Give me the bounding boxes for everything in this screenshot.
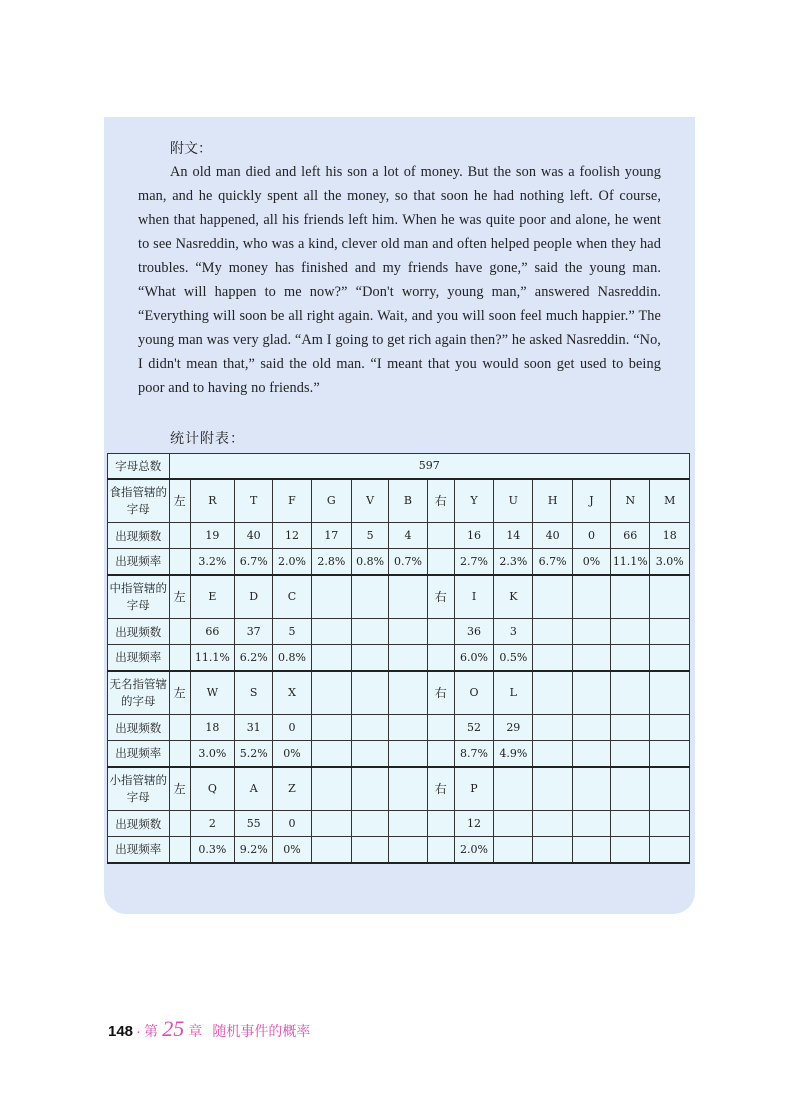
letter-cell: X <box>273 671 311 715</box>
freq-cell <box>533 619 572 645</box>
freq-cell <box>572 811 610 837</box>
page-footer <box>108 1016 310 1042</box>
rate-cell: 6.2% <box>235 645 273 671</box>
rate-cell: 0% <box>273 837 311 863</box>
freq-cell <box>389 619 427 645</box>
section-label: 无名指管辖的字母 <box>108 671 170 715</box>
rate-cell: 0% <box>572 549 610 575</box>
letter-cell: D <box>235 575 273 619</box>
freq-cell <box>351 811 388 837</box>
rate-cell <box>533 837 572 863</box>
letter-cell: R <box>190 479 234 523</box>
empty-cell <box>427 715 454 741</box>
rate-row <box>108 645 690 671</box>
rate-cell: 6.0% <box>454 645 493 671</box>
letter-cell: A <box>235 767 273 811</box>
freq-cell <box>311 715 351 741</box>
letter-cell <box>389 575 427 619</box>
freq-cell: 2 <box>190 811 234 837</box>
letter-cell <box>311 671 351 715</box>
letter-cell <box>572 671 610 715</box>
letter-cell: F <box>273 479 311 523</box>
freq-cell: 12 <box>454 811 493 837</box>
rate-label: 出现频率 <box>108 645 170 671</box>
empty-cell <box>169 837 190 863</box>
rate-label: 出现频率 <box>108 741 170 767</box>
rate-cell <box>389 741 427 767</box>
freq-cell: 37 <box>235 619 273 645</box>
rate-cell: 0.3% <box>190 837 234 863</box>
freq-cell <box>311 619 351 645</box>
letter-cell <box>533 575 572 619</box>
rate-cell: 11.1% <box>611 549 650 575</box>
frequency-row <box>108 619 690 645</box>
rate-cell: 0.8% <box>351 549 388 575</box>
chapter-number: 25 <box>162 1016 185 1041</box>
letter-cell <box>533 671 572 715</box>
freq-cell <box>311 811 351 837</box>
freq-cell: 40 <box>533 523 572 549</box>
rate-cell: 4.9% <box>494 741 533 767</box>
freq-cell <box>351 619 388 645</box>
right-hand-label: 右 <box>427 575 454 619</box>
rate-cell: 2.3% <box>494 549 533 575</box>
rate-label: 出现频率 <box>108 837 170 863</box>
letter-cell: Q <box>190 767 234 811</box>
letter-cell: J <box>572 479 610 523</box>
section-label: 小指管辖的字母 <box>108 767 170 811</box>
rate-row <box>108 741 690 767</box>
rate-cell: 2.0% <box>454 837 493 863</box>
letter-cell <box>611 575 650 619</box>
letter-cell: H <box>533 479 572 523</box>
appendix-paragraph: An old man died and left his son a lot of money. But the son was a foolish young man, and he quickly spent all the money, so that soon he had nothing left. Of course, when that happened, all his friends left him. When he was quite poor and alone, he went to see Nasreddin, who was a kind, clever old man and often helped people when they had troubles. “My money has finished and my friends have gone,” said the young man. “What will happen to me now?” “Don't worry, young man,” answered Nasreddin. “Everything will soon be all right again. Wait, and you will soon feel much happier.” The young man was very glad. “Am I going to get rich again then?” he asked Nasreddin. “No, I didn't mean that,” said the old man. “I meant that you would soon get used to being poor and to having no friends.” <box>138 164 661 396</box>
freq-cell: 19 <box>190 523 234 549</box>
letter-cell: M <box>650 479 690 523</box>
freq-cell <box>389 811 427 837</box>
freq-cell <box>650 619 690 645</box>
empty-cell <box>169 645 190 671</box>
letter-cell <box>351 575 388 619</box>
rate-cell <box>351 837 388 863</box>
total-value: 597 <box>169 454 690 479</box>
letter-cell <box>494 767 533 811</box>
freq-cell: 5 <box>351 523 388 549</box>
letter-cell: U <box>494 479 533 523</box>
rate-cell <box>533 645 572 671</box>
freq-cell: 66 <box>190 619 234 645</box>
rate-cell <box>611 645 650 671</box>
freq-label: 出现频数 <box>108 619 170 645</box>
rate-row <box>108 549 690 575</box>
rate-label: 出现频率 <box>108 549 170 575</box>
letter-cell: Z <box>273 767 311 811</box>
rate-cell: 3.0% <box>650 549 690 575</box>
freq-cell <box>351 715 388 741</box>
chapter-prefix: 第 <box>144 1024 159 1040</box>
freq-cell: 36 <box>454 619 493 645</box>
freq-label: 出现频数 <box>108 811 170 837</box>
letter-cell: B <box>389 479 427 523</box>
section-letters-row <box>108 479 690 523</box>
letter-cell <box>351 671 388 715</box>
letter-cell: W <box>190 671 234 715</box>
empty-cell <box>427 645 454 671</box>
chapter-suffix: 章 <box>188 1024 203 1040</box>
letter-cell <box>650 671 690 715</box>
freq-cell: 31 <box>235 715 273 741</box>
empty-cell <box>427 549 454 575</box>
freq-cell: 66 <box>611 523 650 549</box>
freq-cell: 12 <box>273 523 311 549</box>
letter-cell <box>389 767 427 811</box>
section-letters-row <box>108 767 690 811</box>
rate-cell <box>572 645 610 671</box>
right-hand-label: 右 <box>427 671 454 715</box>
letter-cell <box>311 575 351 619</box>
freq-label: 出现频数 <box>108 715 170 741</box>
rate-cell <box>311 741 351 767</box>
freq-cell: 29 <box>494 715 533 741</box>
rate-cell <box>611 741 650 767</box>
letter-cell <box>611 767 650 811</box>
letter-cell: E <box>190 575 234 619</box>
rate-cell <box>311 645 351 671</box>
rate-cell: 6.7% <box>533 549 572 575</box>
empty-cell <box>427 837 454 863</box>
rate-cell <box>650 837 690 863</box>
freq-cell <box>611 715 650 741</box>
empty-cell <box>169 811 190 837</box>
freq-cell <box>611 619 650 645</box>
letter-cell: K <box>494 575 533 619</box>
freq-cell: 17 <box>311 523 351 549</box>
empty-cell <box>427 811 454 837</box>
left-hand-label: 左 <box>169 575 190 619</box>
letter-cell: S <box>235 671 273 715</box>
rate-cell: 9.2% <box>235 837 273 863</box>
rate-cell: 2.8% <box>311 549 351 575</box>
freq-cell: 3 <box>494 619 533 645</box>
letter-cell: O <box>454 671 493 715</box>
letter-cell: I <box>454 575 493 619</box>
footer-separator: · <box>136 1023 142 1040</box>
left-hand-label: 左 <box>169 671 190 715</box>
freq-cell: 52 <box>454 715 493 741</box>
letter-cell <box>389 671 427 715</box>
rate-cell <box>389 645 427 671</box>
section-letters-row <box>108 575 690 619</box>
freq-cell <box>533 715 572 741</box>
freq-label: 出现频数 <box>108 523 170 549</box>
frequency-row <box>108 715 690 741</box>
rate-cell: 0.8% <box>273 645 311 671</box>
rate-cell <box>611 837 650 863</box>
freq-cell: 14 <box>494 523 533 549</box>
empty-cell <box>427 523 454 549</box>
freq-cell <box>533 811 572 837</box>
freq-cell <box>650 811 690 837</box>
letter-cell <box>572 575 610 619</box>
rate-cell: 3.0% <box>190 741 234 767</box>
rate-cell <box>351 645 388 671</box>
empty-cell <box>169 715 190 741</box>
letter-frequency-table <box>107 453 690 864</box>
letter-cell <box>533 767 572 811</box>
appendix-heading: 附文： <box>170 141 212 157</box>
letter-cell <box>650 767 690 811</box>
rate-cell: 2.0% <box>273 549 311 575</box>
freq-cell: 4 <box>389 523 427 549</box>
chapter-title: 随机事件的概率 <box>212 1024 311 1040</box>
section-label: 食指管辖的字母 <box>108 479 170 523</box>
total-label: 字母总数 <box>108 454 170 479</box>
right-hand-label: 右 <box>427 479 454 523</box>
empty-cell <box>169 741 190 767</box>
rate-cell: 0.5% <box>494 645 533 671</box>
section-label: 中指管辖的字母 <box>108 575 170 619</box>
freq-cell: 18 <box>650 523 690 549</box>
empty-cell <box>427 741 454 767</box>
empty-cell <box>169 523 190 549</box>
letter-cell: L <box>494 671 533 715</box>
rate-cell <box>389 837 427 863</box>
letter-cell: N <box>611 479 650 523</box>
letter-cell: G <box>311 479 351 523</box>
freq-cell: 18 <box>190 715 234 741</box>
empty-cell <box>169 619 190 645</box>
letter-cell: T <box>235 479 273 523</box>
freq-cell <box>650 715 690 741</box>
frequency-row <box>108 811 690 837</box>
letter-cell: P <box>454 767 493 811</box>
left-hand-label: 左 <box>169 479 190 523</box>
rate-cell: 11.1% <box>190 645 234 671</box>
letter-cell <box>611 671 650 715</box>
rate-cell <box>533 741 572 767</box>
freq-cell: 40 <box>235 523 273 549</box>
rate-cell <box>494 837 533 863</box>
freq-cell: 0 <box>273 715 311 741</box>
rate-cell <box>311 837 351 863</box>
rate-cell: 2.7% <box>454 549 493 575</box>
total-row <box>108 454 690 479</box>
rate-cell <box>351 741 388 767</box>
freq-cell: 16 <box>454 523 493 549</box>
rate-cell: 0.7% <box>389 549 427 575</box>
rate-cell: 3.2% <box>190 549 234 575</box>
rate-cell: 6.7% <box>235 549 273 575</box>
section-letters-row <box>108 671 690 715</box>
empty-cell <box>169 549 190 575</box>
letter-cell <box>650 575 690 619</box>
freq-cell <box>572 715 610 741</box>
rate-cell: 5.2% <box>235 741 273 767</box>
freq-cell <box>494 811 533 837</box>
rate-cell: 0% <box>273 741 311 767</box>
rate-cell <box>650 645 690 671</box>
letter-cell <box>572 767 610 811</box>
letter-cell <box>311 767 351 811</box>
freq-cell: 0 <box>572 523 610 549</box>
empty-cell <box>427 619 454 645</box>
table-caption: 统计附表： <box>170 431 245 447</box>
freq-cell: 0 <box>273 811 311 837</box>
letter-cell: Y <box>454 479 493 523</box>
letter-cell: C <box>273 575 311 619</box>
rate-cell <box>650 741 690 767</box>
freq-cell <box>389 715 427 741</box>
rate-cell <box>572 741 610 767</box>
freq-cell: 5 <box>273 619 311 645</box>
frequency-row <box>108 523 690 549</box>
page-number: 148 <box>108 1023 134 1040</box>
freq-cell: 55 <box>235 811 273 837</box>
letter-cell: V <box>351 479 388 523</box>
freq-cell <box>611 811 650 837</box>
right-hand-label: 右 <box>427 767 454 811</box>
freq-cell <box>572 619 610 645</box>
rate-cell <box>572 837 610 863</box>
rate-cell: 8.7% <box>454 741 493 767</box>
left-hand-label: 左 <box>169 767 190 811</box>
letter-cell <box>351 767 388 811</box>
rate-row <box>108 837 690 863</box>
